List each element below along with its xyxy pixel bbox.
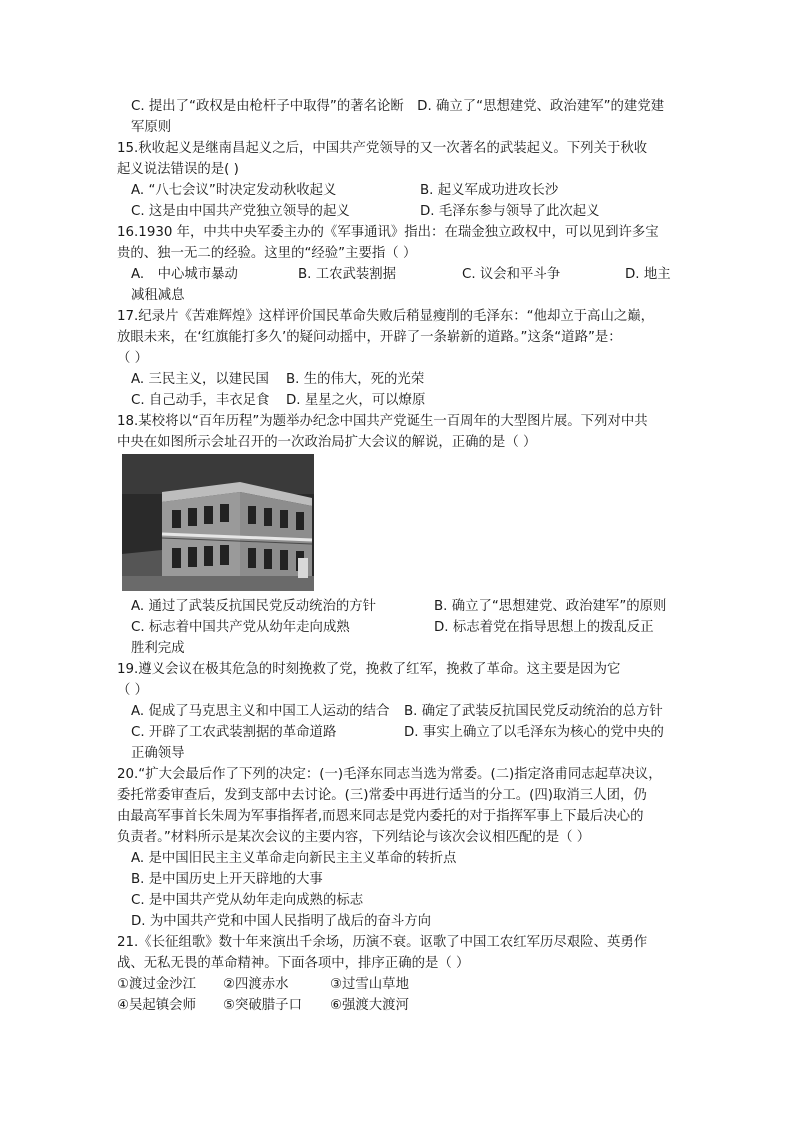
q20-stem-cont1: 委托常委审查后，发到支部中去讨论。(三)常委中再进行适当的分工。(四)取消三人团，仍 (117, 788, 647, 803)
q16-option-b: B. 工农武装割据 (298, 267, 397, 282)
q17-stem-cont: 放眼未来，在‘红旗能打多久’的疑问动摇中，开辟了一条崭新的道路。”这条“道路”是： (117, 330, 622, 345)
q18-option-d-cont: 胜利完成 (131, 641, 185, 656)
q19-option-d-cont: 正确领导 (131, 746, 185, 761)
q21-stem-cont: 战、无私无畏的革命精神。下面各项中，排序正确的是（ ） (117, 956, 470, 971)
q20-option-a: A. 是中国旧民主主义革命走向新民主主义革命的转折点 (131, 851, 457, 866)
q21-stem: 21.《长征组歌》数十年来演出千余场，历演不衰。讴歌了中国工农红军历尽艰险、英勇作 (117, 935, 648, 950)
q17-answer-blank: （ ） (117, 351, 149, 366)
q18-option-d: D. 标志着党在指导思想上的拨乱反正 (434, 620, 654, 635)
q15-option-c: C. 这是由中国共产党独立领导的起义 (131, 204, 350, 219)
q19-option-c: C. 开辟了工农武装割据的革命道路 (131, 725, 337, 740)
q20-stem-cont3: 负责者。”材料所示是某次会议的主要内容，下列结论与该次会议相匹配的是（ ） (117, 830, 591, 845)
q21-item-4: ④吴起镇会师 (117, 998, 196, 1013)
q18-option-b: B. 确立了“思想建党、政治建军”的原则 (434, 599, 667, 614)
q17-option-d: D. 星星之火，可以燎原 (286, 393, 426, 408)
q21-item-2: ②四渡赤水 (223, 977, 289, 992)
q17-option-a: A. 三民主义，以建民国 (131, 372, 269, 387)
q19-option-d: D. 事实上确立了以毛泽东为核心的党中央的 (404, 725, 664, 740)
q15-option-d: D. 毛泽东参与领导了此次起义 (420, 204, 600, 219)
q21-item-5: ⑤突破腊子口 (223, 998, 302, 1013)
q15-option-a: A. “八七会议”时决定发动秋收起义 (131, 183, 337, 198)
q20-option-c: C. 是中国共产党从幼年走向成熟的标志 (131, 893, 364, 908)
q18-option-c: C. 标志着中国共产党从幼年走向成熟 (131, 620, 350, 635)
q16-stem-cont: 贵的、独一无二的经验。这里的“经验”主要指（ ） (117, 246, 417, 261)
q14-option-c: C. 提出了“政权是由枪杆子中取得”的著名论断 D. 确立了“思想建党、政治建军”的建党建 (131, 99, 665, 114)
q21-item-6: ⑥强渡大渡河 (330, 998, 409, 1013)
q21-item-3: ③过雪山草地 (330, 977, 409, 992)
q16-option-c: C. 议会和平斗争 (462, 267, 561, 282)
q17-option-b: B. 生的伟大，死的光荣 (286, 372, 425, 387)
q20-stem: 20.“扩大会最后作了下列的决定：(一)毛泽东同志当选为常委。(二)指定洛甫同志起草决议， (117, 767, 662, 782)
q19-option-a: A. 促成了马克思主义和中国工人运动的结合 (131, 704, 390, 719)
q14-option-c-cont: 军原则 (131, 120, 172, 135)
q16-option-d-cont: 减租减息 (131, 288, 185, 303)
q19-stem: 19.遵义会议在极其危急的时刻挽救了党，挽救了红军，挽救了革命。这主要是因为它 (117, 662, 621, 677)
q18-option-a: A. 通过了武装反抗国民党反动统治的方针 (131, 599, 377, 614)
q20-option-d: D. 为中国共产党和中国人民指明了战后的奋斗方向 (131, 914, 432, 929)
building-photo-icon (122, 454, 314, 591)
q19-answer-blank: （ ） (117, 683, 149, 698)
q18-stem-cont: 中央在如图所示会址召开的一次政治局扩大会议的解说，正确的是（ ） (117, 435, 537, 450)
q15-option-b: B. 起义军成功进攻长沙 (420, 183, 559, 198)
q17-option-c: C. 自己动手，丰衣足食 (131, 393, 270, 408)
q15-stem-cont: 起义说法错误的是( ) (117, 162, 239, 177)
q16-stem: 16.1930 年，中共中央军委主办的《军事通讯》指出：在瑞金独立政权中，可以见到许多宝 (117, 225, 659, 240)
q16-option-a: A. 中心城市暴动 (131, 267, 238, 282)
q16-option-d: D. 地主 (625, 267, 671, 282)
q18-stem: 18.某校将以“百年历程”为题举办纪念中国共产党诞生一百周年的大型图片展。下列对中共 (117, 414, 648, 429)
q20-option-b: B. 是中国历史上开天辟地的大事 (131, 872, 323, 887)
q20-stem-cont2: 由最高军事首长朱周为军事指挥者,而恩来同志是党内委托的对于指挥军事上下最后决心的 (117, 809, 644, 824)
q19-option-b: B. 确定了武装反抗国民党反动统治的总方针 (404, 704, 663, 719)
q15-stem: 15.秋收起义是继南昌起义之后，中国共产党领导的又一次著名的武装起义。下列关于秋收 (117, 141, 648, 156)
q21-item-1: ①渡过金沙江 (117, 977, 196, 992)
building-photo (122, 454, 314, 591)
q17-stem: 17.纪录片《苦难辉煌》这样评价国民革命失败后稍显瘦削的毛泽东：“他却立于高山之巅， (117, 309, 655, 324)
